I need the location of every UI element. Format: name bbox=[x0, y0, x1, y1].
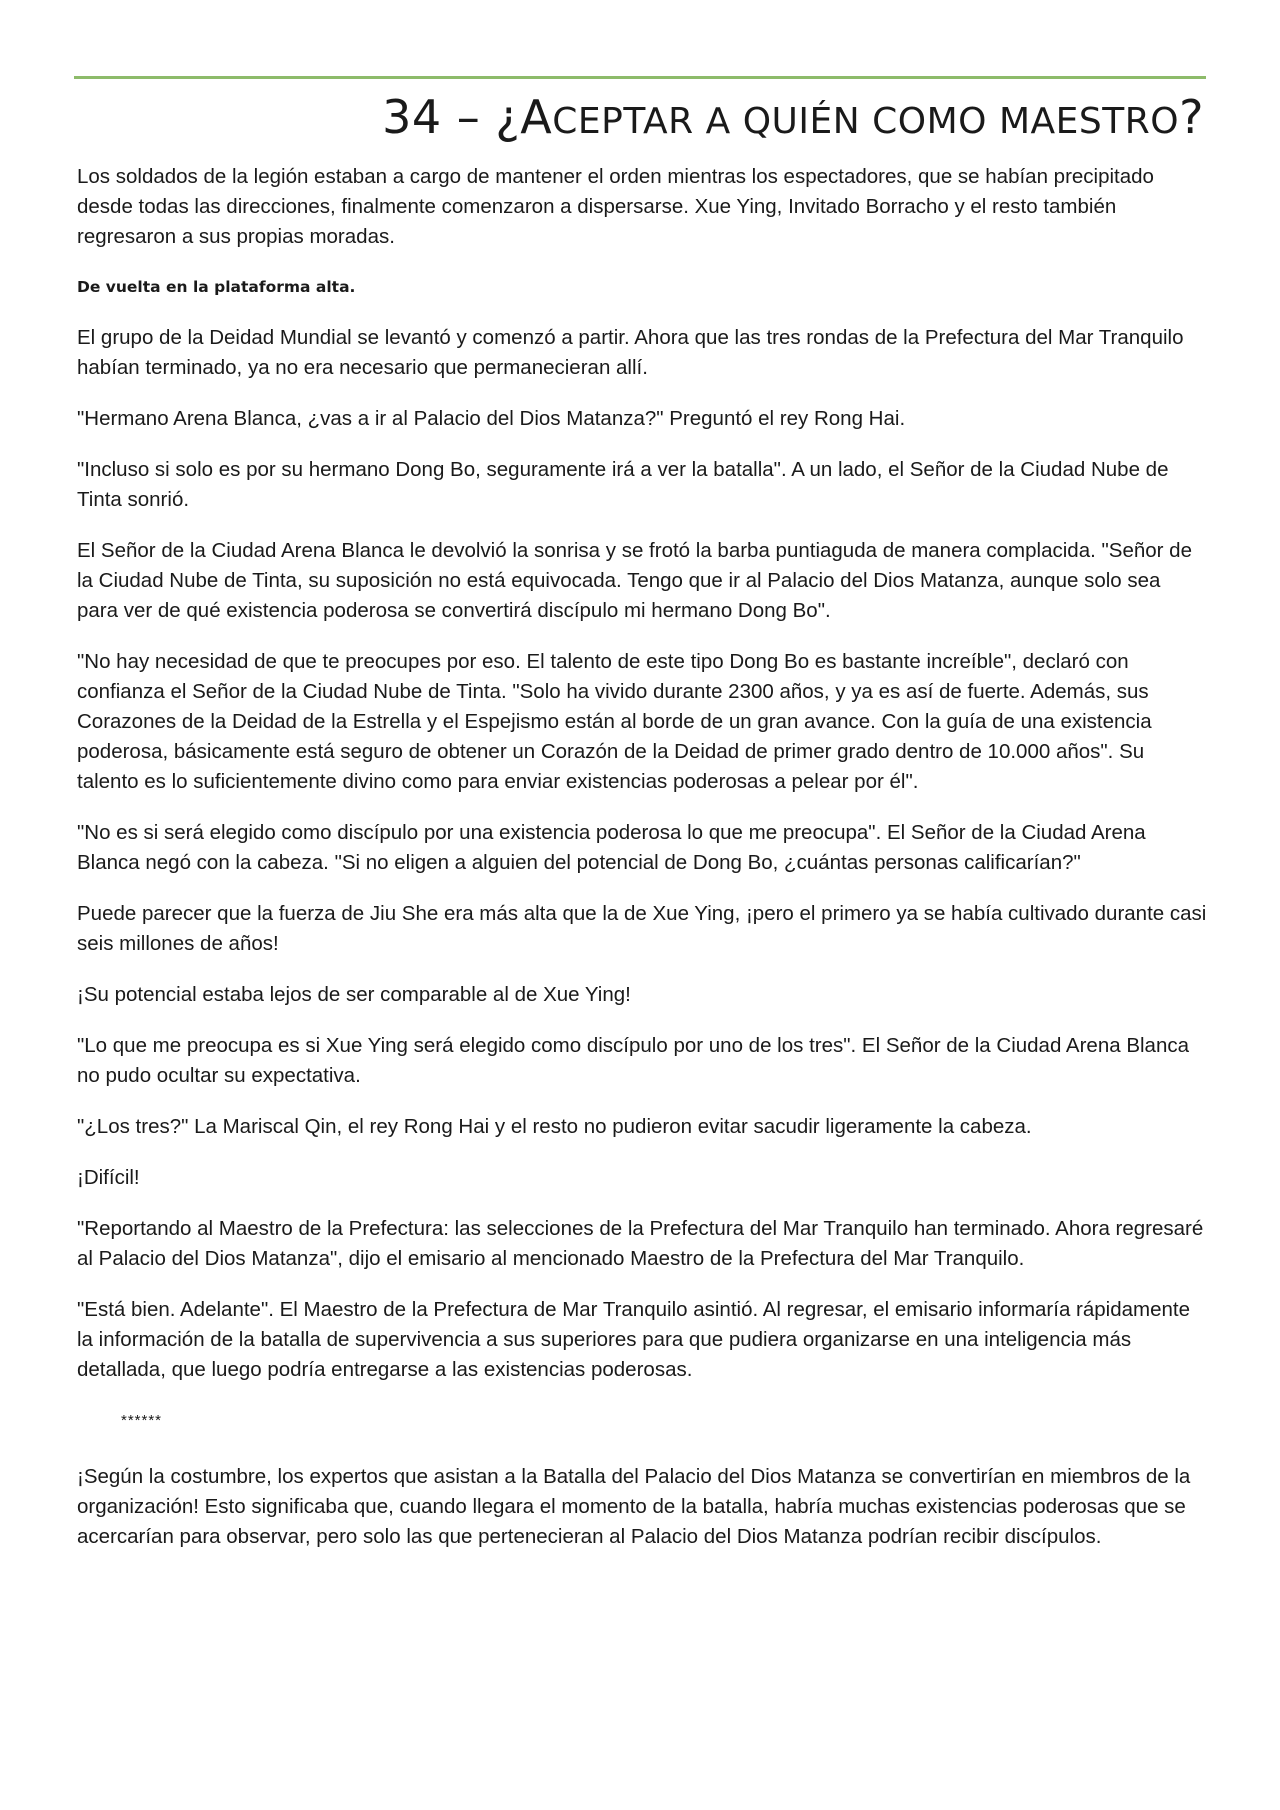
paragraph: "No hay necesidad de que te preocupes por eso. El talento de este tipo Dong Bo es bastante increíble", declaró con confianza el Señor de la Ciudad Nube de Tinta. "Solo ha vivido durante 2300 años, y ya es así de fuerte. Además, sus Corazones de la Deidad de la Estrella y el Espejismo están al borde de un gran avance. Con la guía de una existencia poderosa, básicamente está seguro de obtener un Corazón de la Deidad de primer grado dentro de 10.000 años". Su talento es lo suficientemente divino como para enviar existencias poderosas a pelear por él". bbox=[77, 650, 1152, 793]
paragraph: Los soldados de la legión estaban a cargo de mantener el orden mientras los espectadores, que se habían precipitado desde todas las direcciones, finalmente comenzaron a dispersarse. Xue Ying, Invitado Borracho y el resto también regresaron a sus propias moradas. bbox=[77, 165, 1154, 248]
paragraph: ¡Su potencial estaba lejos de ser comparable al de Xue Ying! bbox=[77, 983, 631, 1006]
paragraph: "Está bien. Adelante". El Maestro de la Prefectura de Mar Tranquilo asintió. Al regresar, el emisario informaría rápidamente la información de la batalla de supervivencia a sus superiores para que pudiera organizarse en una inteligencia más detallada, que luego podría entregarse a las existencias poderosas. bbox=[77, 1298, 1191, 1381]
paragraph: ¡Según la costumbre, los expertos que asistan a la Batalla del Palacio del Dios Matanza se convertirían en miembros de la organización! Esto significaba que, cuando llegara el momento de la batalla, habría muchas existencias poderosas que se acercarían para observar, pero solo las que pertenecieran al Palacio del Dios Matanza podrían recibir discípulos. bbox=[77, 1465, 1191, 1548]
paragraph: "Incluso si solo es por su hermano Dong Bo, seguramente irá a ver la batalla". A un lado, el Señor de la Ciudad Nube de Tinta sonrió. bbox=[77, 458, 1169, 511]
paragraph: "No es si será elegido como discípulo por una existencia poderosa lo que me preocupa". El Señor de la Ciudad Arena Blanca negó con la cabeza. "Si no eligen a alguien del potencial de Dong Bo, ¿cuántas personas calificarían?" bbox=[77, 821, 1146, 874]
paragraph: "Reportando al Maestro de la Prefectura: las selecciones de la Prefectura del Mar Tranquilo han terminado. Ahora regresaré al Palacio del Dios Matanza", dijo el emisario al mencionado Maestro de la Prefectura del Mar Tranquilo. bbox=[77, 1217, 1204, 1270]
header-rule bbox=[74, 76, 1206, 79]
chapter-title-suffix: ? bbox=[1179, 90, 1204, 144]
paragraph: "¿Los tres?" La Mariscal Qin, el rey Rong Hai y el resto no pudieron evitar sacudir ligeramente la cabeza. bbox=[77, 1115, 1032, 1138]
paragraph: ¡Difícil! bbox=[77, 1166, 140, 1189]
chapter-body bbox=[77, 162, 1207, 1573]
paragraph: "Lo que me preocupa es si Xue Ying será elegido como discípulo por uno de los tres". El Señor de la Ciudad Arena Blanca no pudo ocultar su expectativa. bbox=[77, 1034, 1189, 1087]
chapter-title bbox=[74, 86, 1204, 153]
scene-heading: De vuelta en la plataforma alta. bbox=[77, 278, 356, 296]
paragraph: El Señor de la Ciudad Arena Blanca le devolvió la sonrisa y se frotó la barba puntiaguda de manera complacida. "Señor de la Ciudad Nube de Tinta, su suposición no está equivocada. Tengo que ir al Palacio del Dios Matanza, aunque solo sea para ver de qué existencia poderosa se convertirá discípulo mi hermano Dong Bo". bbox=[77, 539, 1192, 622]
paragraph: El grupo de la Deidad Mundial se levantó y comenzó a partir. Ahora que las tres rondas de la Prefectura del Mar Tranquilo habían terminado, ya no era necesario que permanecieran allí. bbox=[77, 326, 1184, 379]
scene-separator: ****** bbox=[121, 1412, 163, 1429]
paragraph: "Hermano Arena Blanca, ¿vas a ir al Palacio del Dios Matanza?" Preguntó el rey Rong Hai. bbox=[77, 407, 906, 430]
paragraph: Puede parecer que la fuerza de Jiu She era más alta que la de Xue Ying, ¡pero el primero ya se había cultivado durante casi seis millones de años! bbox=[77, 902, 1207, 955]
chapter-title-rest: CEPTAR A QUIÉN COMO MAESTRO bbox=[552, 101, 1180, 142]
chapter-title-prefix: 34 – ¿A bbox=[382, 90, 553, 144]
